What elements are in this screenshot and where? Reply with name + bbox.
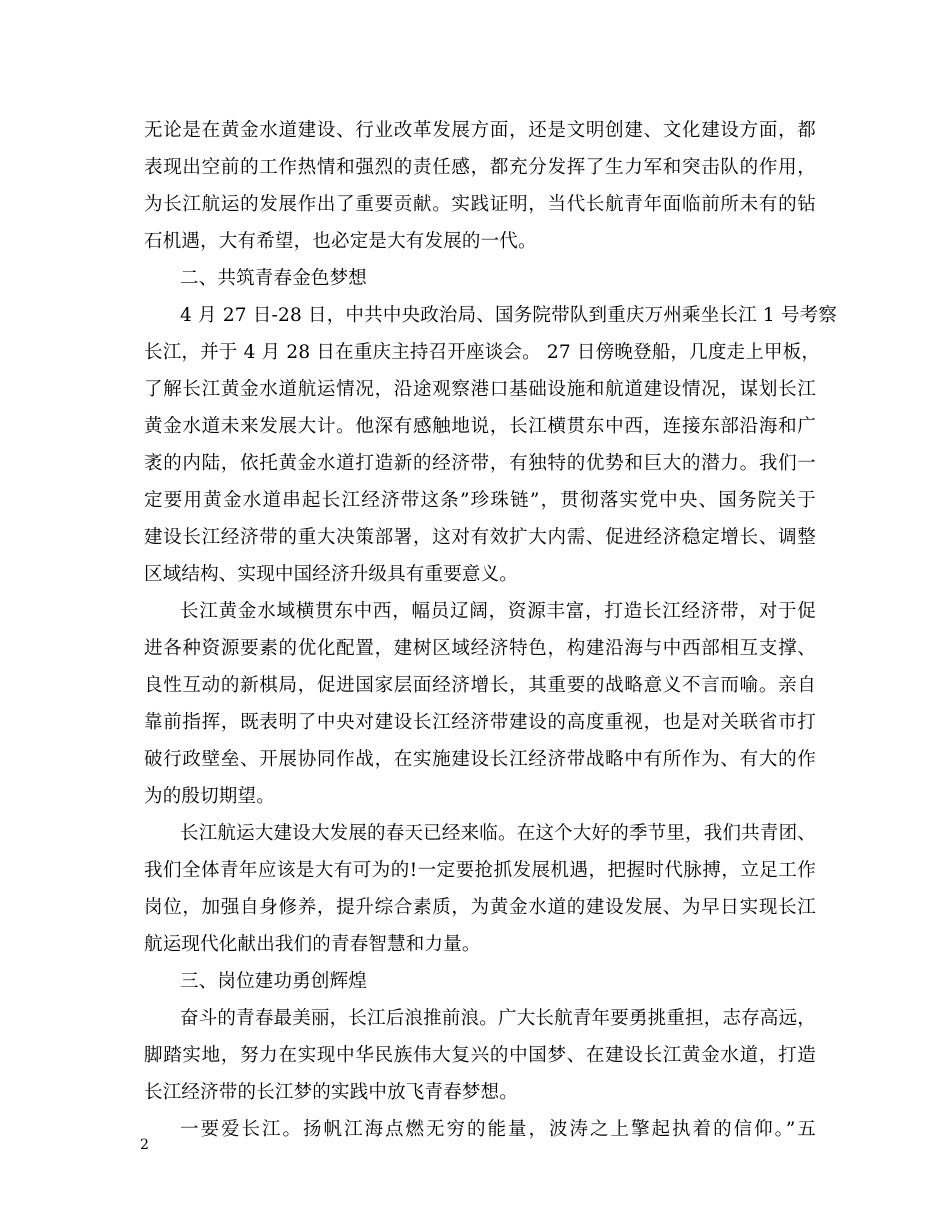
text-line: 良性互动的新棋局，促进国家层面经济增长，其重要的战略意义不言而喻。亲自: [144, 675, 816, 696]
text-line: 定要用黄金水道串起长江经济带这条”珍珠链”，贯彻落实党中央、国务院关于: [144, 490, 816, 511]
text-line: 为长江航运的发展作出了重要贡献。实践证明，当代长航青年面临前所未有的钻: [144, 194, 816, 215]
text-line: 脚踏实地，努力在实现中华民族伟大复兴的中国梦、在建设长江黄金水道，打造: [144, 1045, 816, 1066]
text-line: 破行政壁垒、开展协同作战，在实施建设长江经济带战略中有所作为、有大的作: [144, 749, 816, 770]
text-line: 表现出空前的工作热情和强烈的责任感，都充分发挥了生力军和突击队的作用，: [144, 157, 816, 178]
document-body: [144, 112, 838, 1148]
text-line: 石机遇，大有希望，也必定是大有发展的一代。: [144, 231, 537, 252]
text-line: 岗位，加强自身修养，提升综合素质，为黄金水道的建设发展、为早日实现长江: [144, 897, 816, 918]
text-line: 进各种资源要素的优化配置，建树区域经济特色，构建沿海与中西部相互支撑、: [144, 638, 816, 659]
text-line: 长江，并于 4 月 28 日在重庆主持召开座谈会。 27 日傍晚登船，几度走上甲板，: [144, 342, 821, 363]
section-heading: 三、岗位建功勇创辉煌: [180, 971, 368, 992]
text-line: 为的殷切期望。: [144, 786, 275, 807]
text-line: 4 月 27 日-28 日，中共中央政治局、国务院带队到重庆万州乘坐长江 1 号考察: [180, 305, 838, 326]
text-line: 长江航运大建设大发展的春天已经来临。在这个大好的季节里，我们共青团、: [180, 823, 816, 844]
text-line: 无论是在黄金水道建设、行业改革发展方面，还是文明创建、文化建设方面，都: [144, 120, 816, 141]
text-line: 长江黄金水域横贯东中西，幅员辽阔，资源丰富，打造长江经济带，对于促: [180, 601, 816, 622]
text-line: 我们全体青年应该是大有可为的!一定要抢抓发展机遇，把握时代脉搏，立足工作: [144, 860, 816, 881]
text-line: 航运现代化献出我们的青春智慧和力量。: [144, 934, 481, 955]
page-number: 2: [140, 1137, 149, 1153]
text-line: 黄金水道未来发展大计。他深有感触地说，长江横贯东中西，连接东部沿海和广: [144, 416, 816, 437]
text-line: 建设长江经济带的重大决策部署，这对有效扩大内需、促进经济稳定增长、调整: [144, 527, 816, 548]
text-line: 一要爱长江。扬帆江海点燃无穷的能量，波涛之上擎起执着的信仰。”五: [180, 1119, 816, 1140]
text-line: 了解长江黄金水道航运情况，沿途观察港口基础设施和航道建设情况，谋划长江: [144, 379, 816, 400]
text-line: 靠前指挥，既表明了中央对建设长江经济带建设的高度重视，也是对关联省市打: [144, 712, 816, 733]
text-line: 奋斗的青春最美丽，长江后浪推前浪。广大长航青年要勇挑重担，志存高远，: [180, 1008, 816, 1029]
text-line: 长江经济带的长江梦的实践中放飞青春梦想。: [144, 1082, 519, 1103]
text-line: 袤的内陆，依托黄金水道打造新的经济带，有独特的优势和巨大的潜力。我们一: [144, 453, 816, 474]
section-heading: 二、共筑青春金色梦想: [180, 268, 368, 289]
text-line: 区域结构、实现中国经济升级具有重要意义。: [144, 564, 519, 585]
